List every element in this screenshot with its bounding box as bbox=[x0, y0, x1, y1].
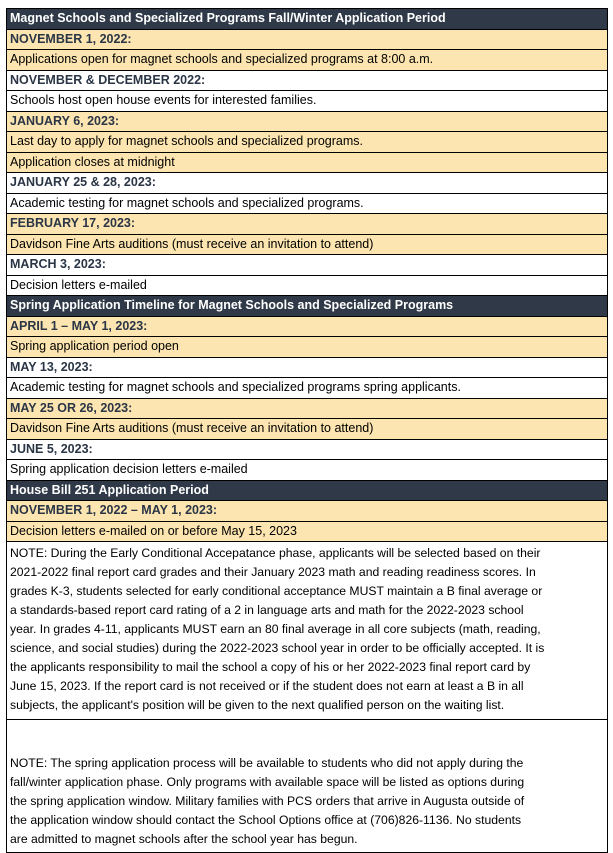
entry-date: JANUARY 6, 2023: bbox=[7, 112, 607, 133]
entry-description: Applications open for magnet schools and specialized programs at 8:00 a.m. bbox=[7, 50, 607, 71]
section-header: Spring Application Timeline for Magnet Schools and Specialized Programs bbox=[7, 296, 607, 317]
note-line: NOTE: The spring application process will be available to students who did not apply during the bbox=[10, 756, 524, 770]
entry-date: JANUARY 25 & 28, 2023: bbox=[7, 173, 607, 194]
entry-date: MAY 25 OR 26, 2023: bbox=[7, 399, 607, 420]
section-header: Magnet Schools and Specialized Programs Fall/Winter Application Period bbox=[7, 9, 607, 30]
application-timeline-table bbox=[6, 8, 608, 853]
entry-date: NOVEMBER & DECEMBER 2022: bbox=[7, 71, 607, 92]
entry-description: Davidson Fine Arts auditions (must receive an invitation to attend) bbox=[7, 419, 607, 440]
entry-description: Schools host open house events for interested families. bbox=[7, 91, 607, 112]
note-line: grades K-3, students selected for early conditional acceptance MUST maintain a B final average or bbox=[10, 584, 543, 598]
note-spring-application bbox=[7, 752, 607, 853]
note-line: year. In grades 4-11, applicants MUST earn an 80 final average in all core subjects (math, reading, bbox=[10, 622, 541, 636]
entry-date: NOVEMBER 1, 2022 – MAY 1, 2023: bbox=[7, 501, 607, 522]
note-line: 2021-2022 final report card grades and their January 2023 math and reading readiness scores. In bbox=[10, 565, 536, 579]
entry-date: MARCH 3, 2023: bbox=[7, 255, 607, 276]
entry-date: JUNE 5, 2023: bbox=[7, 440, 607, 461]
entry-description: Spring application period open bbox=[7, 337, 607, 358]
note-line: science, and social studies) during the 2022-2023 school year in order to be officially accepted. It is bbox=[10, 641, 545, 655]
note-line: June 15, 2023. If the report card is not received or if the student does not earn at least a B in all bbox=[10, 679, 524, 693]
note-line: are admitted to magnet schools after the school year has begun. bbox=[10, 832, 358, 846]
entry-description: Decision letters e-mailed bbox=[7, 276, 607, 297]
note-line: the applicants responsibility to mail the school a copy of his or her 2022-2023 final report card by bbox=[10, 660, 531, 674]
entry-description: Last day to apply for magnet schools and specialized programs. bbox=[7, 132, 607, 153]
note-line: a standards-based report card rating of a 2 in language arts and math for the 2022-2023 school bbox=[10, 603, 524, 617]
entry-description: Academic testing for magnet schools and specialized programs spring applicants. bbox=[7, 378, 607, 399]
note-line: fall/winter application phase. Only programs with available space will be listed as options during bbox=[10, 775, 525, 789]
entry-description: Spring application decision letters e-mailed bbox=[7, 460, 607, 481]
entry-date: NOVEMBER 1, 2022: bbox=[7, 30, 607, 51]
entry-description: Davidson Fine Arts auditions (must receive an invitation to attend) bbox=[7, 235, 607, 256]
note-line: the spring application window. Military families with PCS orders that arrive in Augusta outside of bbox=[10, 794, 525, 808]
note-early-conditional-acceptance bbox=[7, 542, 607, 720]
entry-description: Decision letters e-mailed on or before May 15, 2023 bbox=[7, 522, 607, 543]
note-line: the application window should contact the School Options office at (706)826-1136. No students bbox=[10, 813, 522, 827]
section-header: House Bill 251 Application Period bbox=[7, 481, 607, 502]
entry-description: Academic testing for magnet schools and specialized programs. bbox=[7, 194, 607, 215]
entry-date: MAY 13, 2023: bbox=[7, 358, 607, 379]
entry-date: FEBRUARY 17, 2023: bbox=[7, 214, 607, 235]
note-spacer bbox=[7, 720, 607, 752]
entry-description: Application closes at midnight bbox=[7, 153, 607, 174]
note-line: NOTE: During the Early Conditional Accepatance phase, applicants will be selected based on their bbox=[10, 546, 541, 560]
entry-date: APRIL 1 – MAY 1, 2023: bbox=[7, 317, 607, 338]
note-line: subjects, the applicant's position will be given to the next qualified person on the waiting list. bbox=[10, 698, 505, 712]
